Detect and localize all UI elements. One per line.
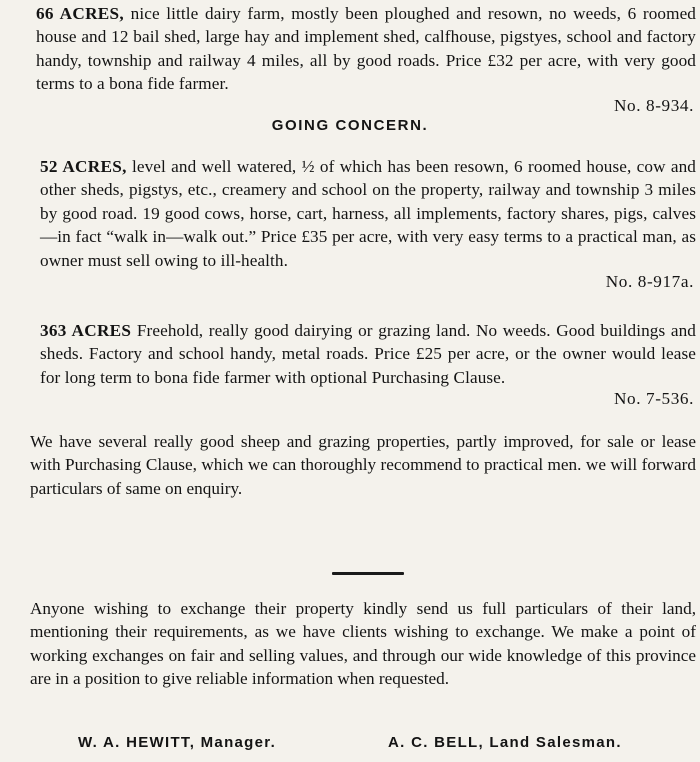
listing-text: nice little dairy farm, mostly been ploughed and resown, no weeds, 6 roomed house and 12 bail shed, large hay and implement shed, calfhouse, pigstyes, school and factory handy, township and railway 4 miles, all by good roads. Price £32 per acre, with very good terms to a bona fide farmer.: [36, 4, 696, 94]
section-divider: [332, 572, 404, 575]
listing-lead: 363 ACRES: [40, 321, 132, 340]
listing-text: level and well watered, ½ of which has been resown, 6 roomed house, cow and other sheds, pigstys, etc., creamery and school on the property, railway and township 3 miles by good road. 19 good cows, horse, cart, harness, all implements, factory shares, pigs, calves—in fact “walk in—walk out.” Price £35 per acre, with very easy terms to a practical man, as owner must sell owing to ill-health.: [40, 157, 696, 270]
manager-signature: W. A. HEWITT, Manager.: [78, 734, 277, 751]
listing-52-acres: [40, 155, 696, 293]
exchange-paragraph: Anyone wishing to exchange their property kindly send us full particulars of their land, mentioning their requirements, as we have clients wishing to exchange. We make a point of working exchanges on fair and selling values, and through our wide knowledge of this province are in a position to give reliable information when requested.: [30, 599, 696, 689]
listing-66-acres: [36, 2, 696, 117]
listing-reference: No. 7-536.: [614, 389, 694, 409]
listing-reference: No. 8-934.: [614, 95, 694, 115]
salesman-signature: A. C. BELL, Land Salesman.: [388, 734, 622, 751]
listing-lead: 52 ACRES,: [40, 157, 127, 176]
sheep-grazing-paragraph: We have several really good sheep and grazing properties, partly improved, for sale or lease with Purchasing Clause, which we can thoroughly recommend to practical men. we will forward particulars of same on enquiry.: [30, 432, 696, 498]
listing-text: Freehold, really good dairying or grazing land. No weeds. Good buildings and sheds. Factory and school handy, metal roads. Price £25 per acre, or the owner would lease for long term to bona fide farmer with optional Purchasing Clause.: [40, 321, 696, 387]
listing-363-acres: [40, 319, 696, 411]
listing-reference: No. 8-917a.: [605, 272, 694, 292]
going-concern-heading: GOING CONCERN.: [271, 117, 429, 134]
listing-lead: 66 ACRES,: [36, 4, 125, 23]
